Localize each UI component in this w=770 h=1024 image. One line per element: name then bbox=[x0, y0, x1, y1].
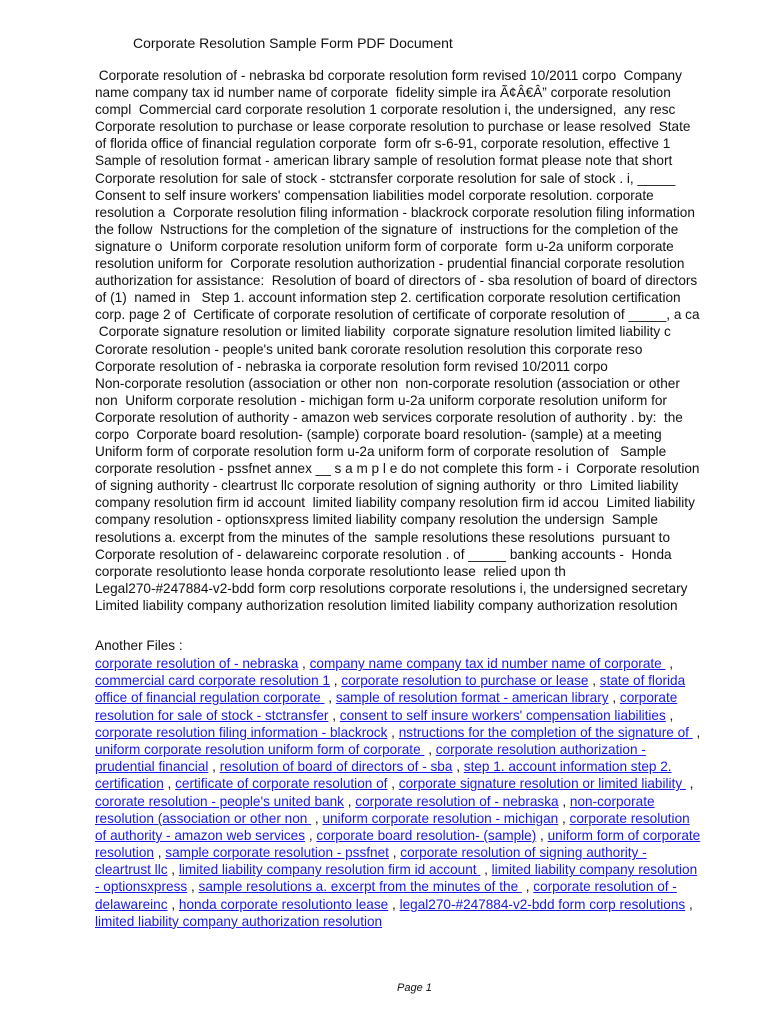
body-text-line: non Uniform corporate resolution - michigan form u-2a uniform corporate resolution uniform for bbox=[95, 392, 667, 408]
body-text-line: Corporate resolution of - nebraska ia corporate resolution form revised 10/2011 corpo bbox=[95, 358, 608, 374]
body-text-line: company resolution - optionsxpress limited liability company resolution the undersign Sample bbox=[95, 512, 658, 528]
link-separator: , bbox=[167, 896, 179, 912]
links-line bbox=[95, 827, 735, 844]
body-text-line: Cororate resolution - people's united bank cororate resolution resolution this corporate reso bbox=[95, 341, 643, 357]
related-file-link[interactable]: prudential financial bbox=[95, 759, 209, 775]
related-file-link[interactable]: legal270-#247884-v2-bdd form corp resolutions bbox=[399, 896, 686, 912]
related-file-link[interactable]: corporate resolution of - nebraska bbox=[95, 656, 299, 671]
link-separator: , bbox=[298, 656, 310, 671]
related-file-link[interactable]: corporate resolution of - bbox=[533, 879, 677, 895]
body-text-line: Corporate resolution of authority - amazon web services corporate resolution of authority . by: the bbox=[95, 409, 683, 425]
related-file-link[interactable]: honda corporate resolutionto lease bbox=[178, 896, 389, 912]
document-body bbox=[95, 67, 745, 614]
body-text-line: corporate resolution - pssfnet annex __ s a m p l e do not complete this form - i Corporate resolution bbox=[95, 461, 700, 477]
link-separator: , bbox=[387, 776, 399, 792]
body-text-line: the follow Nstructions for the completion of the signature of instructions for the completion of the bbox=[95, 221, 679, 237]
related-file-link[interactable]: corporate resolution to purchase or lease bbox=[341, 673, 589, 689]
body-text-line: company resolution firm id account limited liability company resolution firm id accou Limited liability bbox=[95, 495, 695, 511]
links-line bbox=[95, 844, 735, 861]
body-text-line: Corporate signature resolution or limited liability corporate signature resolution limited liability c bbox=[95, 324, 671, 340]
links-line bbox=[95, 775, 735, 792]
links-line bbox=[95, 878, 735, 895]
body-text-line: Uniform form of corporate resolution form u-2a uniform form of corporate resolution of Sample bbox=[95, 444, 667, 460]
related-file-link[interactable]: corporate resolution filing information - blackrock bbox=[95, 724, 388, 740]
related-file-link[interactable]: corporate resolution bbox=[569, 810, 690, 826]
link-separator: , bbox=[452, 759, 464, 775]
link-separator: , bbox=[685, 896, 693, 912]
link-separator: , bbox=[608, 690, 620, 706]
link-separator: , bbox=[388, 896, 400, 912]
link-separator: , bbox=[692, 724, 701, 740]
link-separator: , bbox=[588, 673, 600, 689]
body-text-line: Sample of resolution format - american library sample of resolution format please note that short bbox=[95, 153, 673, 169]
link-separator: , bbox=[685, 776, 694, 792]
related-file-link[interactable]: company name company tax id number name of corporate bbox=[309, 656, 666, 671]
link-separator: , bbox=[153, 845, 166, 861]
related-file-link[interactable]: cleartrust llc bbox=[95, 862, 168, 878]
body-text-line: Non-corporate resolution (association or other non non-corporate resolution (association or other bbox=[95, 375, 680, 391]
link-separator: , bbox=[311, 810, 323, 826]
body-text-line: corpo Corporate board resolution- (sample) corporate board resolution- (sample) at a meeting bbox=[95, 426, 662, 442]
related-file-link[interactable]: resolution bbox=[95, 845, 154, 861]
related-file-link[interactable]: office of financial regulation corporate bbox=[95, 690, 325, 706]
link-separator: , bbox=[536, 827, 548, 843]
link-separator: , bbox=[558, 793, 570, 809]
body-text-line: signature o Uniform corporate resolution uniform form of corporate form u-2a uniform corporate bbox=[95, 238, 674, 254]
body-text-line: Legal270-#247884-v2-bdd form corp resolutions corporate resolutions i, the undersigned secretary bbox=[95, 580, 688, 596]
body-text-line: compl Commercial card corporate resolution 1 corporate resolution i, the undersigned, any resc bbox=[95, 102, 676, 118]
body-text-line: Corporate resolution of - nebraska bd corporate resolution form revised 10/2011 corpo Company bbox=[95, 68, 682, 83]
links-line bbox=[95, 724, 735, 741]
related-file-link[interactable]: corporate signature resolution or limited liability bbox=[398, 776, 686, 792]
related-file-link[interactable]: corporate board resolution- (sample) bbox=[316, 827, 537, 843]
related-file-link[interactable]: delawareinc bbox=[95, 896, 168, 912]
body-text-line: corp. page 2 of Certificate of corporate resolution of certificate of corporate resolution of _____, a ca bbox=[95, 307, 700, 323]
links-line bbox=[95, 793, 735, 810]
related-file-link[interactable]: limited liability company resolution bbox=[491, 862, 698, 878]
link-separator: , bbox=[665, 707, 674, 723]
related-file-link[interactable]: consent to self insure workers' compensation liabilities bbox=[339, 707, 666, 723]
related-file-link[interactable]: of authority - amazon web services bbox=[95, 827, 306, 843]
related-file-link[interactable]: limited liability company authorization resolution bbox=[95, 913, 383, 929]
link-separator: , bbox=[305, 827, 317, 843]
body-text-line: Corporate resolution to purchase or lease corporate resolution to purchase or lease resolved State bbox=[95, 119, 691, 135]
related-file-link[interactable]: corporate resolution of - nebraska bbox=[355, 793, 559, 809]
related-file-link[interactable]: uniform corporate resolution uniform form of corporate bbox=[95, 741, 425, 757]
body-text-line: of florida office of financial regulation corporate form ofr s-6-91, corporate resolution, effective 1 bbox=[95, 136, 671, 152]
body-text-line: Corporate resolution for sale of stock - stctransfer corporate resolution for sale of stock . i, _____ bbox=[95, 170, 676, 186]
link-separator: , bbox=[388, 845, 401, 861]
related-file-link[interactable]: sample of resolution format - american library bbox=[335, 690, 609, 706]
related-file-link[interactable]: resolution of board of directors of - sba bbox=[219, 759, 453, 775]
related-file-link[interactable]: resolution for sale of stock - stctransfer bbox=[95, 707, 329, 723]
page-number: Page 1 bbox=[397, 982, 432, 994]
link-separator: , bbox=[424, 741, 436, 757]
related-file-link[interactable]: resolution (association or other non bbox=[95, 810, 312, 826]
link-separator: , bbox=[328, 707, 340, 723]
links-line bbox=[95, 861, 735, 878]
related-file-link[interactable]: certificate of corporate resolution of bbox=[175, 776, 388, 792]
body-text-line: name company tax id number name of corporate fidelity simple ira Ã¢Â€Â” corporate resolution bbox=[95, 85, 671, 101]
related-file-link[interactable]: certification bbox=[95, 776, 164, 792]
related-file-link[interactable]: non-corporate bbox=[569, 793, 655, 809]
related-file-link[interactable]: corporate bbox=[619, 690, 678, 706]
links-line bbox=[95, 758, 735, 775]
related-file-link[interactable]: cororate resolution - people's united bank bbox=[95, 793, 344, 809]
link-separator: , bbox=[387, 724, 399, 740]
link-separator: , bbox=[558, 810, 570, 826]
document-title: Corporate Resolution Sample Form PDF Document bbox=[133, 35, 453, 51]
related-file-link[interactable]: sample corporate resolution - pssfnet bbox=[165, 845, 389, 861]
body-text-line: Corporate resolution of - delawareinc corporate resolution . of _____ banking accounts - Honda bbox=[95, 546, 672, 562]
link-separator: , bbox=[208, 759, 220, 775]
related-links bbox=[95, 655, 735, 930]
body-text-line: resolutions a. excerpt from the minutes of the sample resolutions these resolutions pursuant to bbox=[95, 529, 671, 545]
body-text-line: resolution uniform for Corporate resolution authorization - prudential financial corporate resolution bbox=[95, 256, 685, 272]
links-line bbox=[95, 913, 735, 930]
body-text-line: Limited liability company authorization resolution limited liability company authorization resolution bbox=[95, 597, 678, 613]
related-file-link[interactable]: uniform form of corporate bbox=[547, 827, 701, 843]
links-line bbox=[95, 896, 735, 913]
link-separator: , bbox=[163, 776, 176, 792]
body-text-line: corporate resolutionto lease honda corporate resolutionto lease relied upon th bbox=[95, 563, 566, 579]
related-file-link[interactable]: - optionsxpress bbox=[95, 879, 188, 895]
body-text-line: resolution a Corporate resolution filing information - blackrock corporate resolution filing information bbox=[95, 204, 695, 220]
body-text-line: Consent to self insure workers' compensation liabilities model corporate resolution. corporate bbox=[95, 187, 654, 203]
related-file-link[interactable]: step 1. account information step 2. bbox=[463, 759, 672, 775]
link-separator: , bbox=[665, 656, 674, 671]
links-line bbox=[95, 655, 735, 672]
related-file-link[interactable]: state of florida bbox=[599, 673, 686, 689]
link-separator: , bbox=[521, 879, 534, 895]
related-file-link[interactable]: limited liability company resolution firm id account bbox=[178, 862, 481, 878]
related-file-link[interactable]: sample resolutions a. excerpt from the minutes of the bbox=[198, 879, 522, 895]
links-line bbox=[95, 672, 735, 689]
link-separator: , bbox=[480, 862, 492, 878]
link-separator: , bbox=[343, 793, 356, 809]
links-line bbox=[95, 689, 735, 706]
related-file-link[interactable]: nstructions for the completion of the signature of bbox=[398, 724, 693, 740]
link-separator: , bbox=[329, 673, 342, 689]
link-separator: , bbox=[324, 690, 336, 706]
body-text-line: of (1) named in Step 1. account information step 2. certification corporate resolution certification bbox=[95, 290, 681, 306]
related-file-link[interactable]: corporate resolution authorization - bbox=[435, 741, 646, 757]
links-line bbox=[95, 707, 735, 724]
another-files-label: Another Files : bbox=[95, 638, 183, 653]
related-file-link[interactable]: corporate resolution of signing authority - bbox=[400, 845, 647, 861]
body-text-line: of signing authority - cleartrust llc corporate resolution of signing authority or thro Limited liability bbox=[95, 478, 679, 494]
link-separator: , bbox=[167, 862, 179, 878]
link-separator: , bbox=[187, 879, 199, 895]
related-file-link[interactable]: commercial card corporate resolution 1 bbox=[95, 673, 330, 689]
body-text-line: authorization for assistance: Resolution of board of directors of - sba resolution of board of directors bbox=[95, 273, 698, 289]
related-file-link[interactable]: uniform corporate resolution - michigan bbox=[322, 810, 559, 826]
links-line bbox=[95, 810, 735, 827]
links-line bbox=[95, 741, 735, 758]
